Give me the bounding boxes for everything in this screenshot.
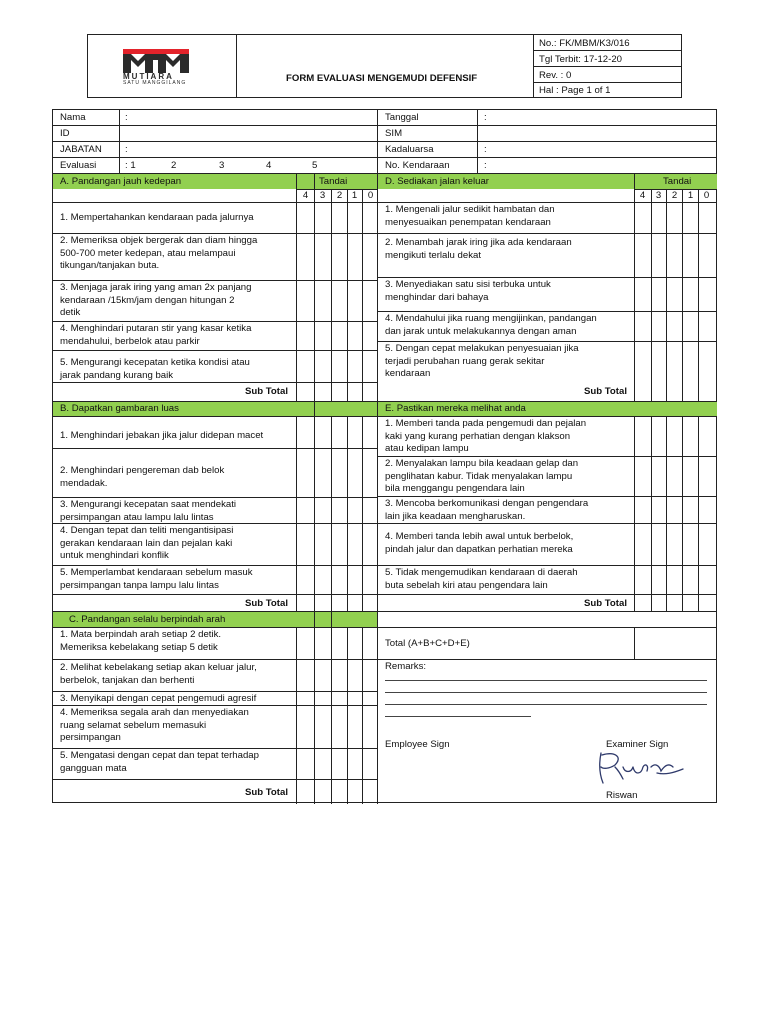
revision: Rev. : 0 — [539, 70, 572, 81]
item-c3: 3. Menyikapi dengan cepat pengemudi agresif — [60, 693, 257, 704]
item-c2: 2. Melihat kebelakang setiap akan keluar jalur, berbelok, tanjakan dan berhenti — [60, 662, 257, 686]
score-head-3: 3 — [319, 190, 326, 201]
item-b2: 2. Menghindari pengereman dab belok mendadak. — [60, 465, 225, 489]
item-e2: 2. Menyalakan lampu bila keadaan gelap dan penglihatan kabur. Tidak menyalakan lampu bila menggangu pengendara lain — [385, 458, 579, 494]
score-head-2: 2 — [336, 190, 343, 201]
employee-sign-label: Employee Sign — [385, 739, 450, 750]
right-column — [378, 173, 717, 804]
item-a3: 3. Menjaga jarak iring yang aman 2x panjang kendaraan /15km/jam dengan hitungan 2 detik — [60, 282, 252, 318]
item-a4: 4. Menghindari putaran stir yang kasar ketika mendahului, berbelok atau parkir — [60, 323, 252, 347]
total-label: Total (A+B+C+D+E) — [385, 638, 470, 649]
remarks-label: Remarks: — [385, 661, 427, 672]
form-title: FORM EVALUASI MENGEMUDI DEFENSIF — [286, 73, 478, 84]
score-head-1: 1 — [351, 190, 358, 201]
score-head-d1: 1 — [687, 190, 694, 201]
label-nama: Nama — [60, 112, 86, 123]
section-d-tandai: Tandai — [663, 176, 692, 187]
evaluasi-scale-3[interactable]: 3 — [219, 160, 225, 171]
label-kadaluarsa: Kadaluarsa — [385, 144, 434, 155]
score-head-0: 0 — [367, 190, 374, 201]
field-evaluasi[interactable]: : 1 — [125, 160, 136, 171]
label-sim: SIM — [385, 128, 403, 139]
subtotal-a: Sub Total — [245, 386, 288, 397]
field-jabatan[interactable]: : — [125, 144, 128, 155]
item-c1: 1. Mata berpindah arah setiap 2 detik. Memeriksa kebelakang setiap 5 detik — [60, 629, 222, 653]
item-d2: 2. Menambah jarak iring jika ada kendaraan mengikuti terlalu dekat — [385, 237, 572, 261]
section-c-title: C. Pandangan selalu berpindah arah — [69, 614, 226, 625]
item-c4: 4. Memeriksa segala arah dan menyediakan ruang selamat sebelum memasuki persimpangan — [60, 707, 249, 743]
section-e-title: E. Pastikan mereka melihat anda — [385, 403, 526, 414]
item-b5: 5. Memperlambat kendaraan sebelum masuk persimpangan tanpa lampu lalu lintas — [60, 567, 253, 591]
company-logo — [118, 45, 198, 85]
item-e3: 3. Mencoba berkomunikasi dengan pengendara lain jika keadaan mengharuskan. — [385, 498, 589, 522]
score-head-4: 4 — [302, 190, 309, 201]
document-header — [87, 34, 682, 98]
remarks-lines[interactable] — [385, 673, 709, 733]
field-tanggal[interactable]: : — [484, 112, 487, 123]
evaluation-form — [52, 109, 717, 803]
examiner-name: Riswan — [606, 790, 638, 801]
logo-subtext: SATU MANGGILANG — [123, 80, 187, 86]
item-a2: 2. Memeriksa objek bergerak dan diam hingga 500-700 meter kedepan, atau melampaui tikungan/tanjakan buta. — [60, 235, 258, 271]
section-d-title: D. Sediakan jalan keluar — [385, 176, 489, 187]
item-d4: 4. Mendahului jika ruang mengijinkan, pandangan dan jarak untuk melakukannya dengan aman — [385, 313, 597, 337]
item-a1: 1. Mempertahankan kendaraan pada jalurnya — [60, 212, 254, 223]
item-e5: 5. Tidak mengemudikan kendaraan di daerah buta sebelah kiri atau pengendara lain — [385, 567, 578, 591]
item-e4: 4. Memberi tanda lebih awal untuk berbelok, pindah jalur dan dapatkan perhatian mereka — [385, 531, 574, 555]
doc-number: No.: FK/MBM/K3/016 — [539, 38, 630, 49]
examiner-signature — [593, 749, 693, 789]
evaluasi-scale-5[interactable]: 5 — [312, 160, 318, 171]
score-head-d3: 3 — [655, 190, 662, 201]
label-evaluasi: Evaluasi — [60, 160, 97, 171]
evaluasi-scale-2[interactable]: 2 — [171, 160, 177, 171]
score-head-d2: 2 — [671, 190, 678, 201]
score-head-d0: 0 — [703, 190, 710, 201]
section-a-title: A. Pandangan jauh kedepan — [60, 176, 182, 187]
item-d5: 5. Dengan cepat melakukan penyesuaian jika terjadi perubahan ruang gerak sekitar kendaraan — [385, 343, 579, 379]
item-d3: 3. Menyediakan satu sisi terbuka untuk menghindar dari bahaya — [385, 279, 551, 303]
item-c5: 5. Mengatasi dengan cepat dan tepat terhadap gangguan mata — [60, 750, 259, 774]
label-id: ID — [60, 128, 70, 139]
evaluasi-scale-4[interactable]: 4 — [266, 160, 272, 171]
left-column — [53, 173, 378, 804]
item-e1: 1. Memberi tanda pada pengemudi dan pejalan kaki yang kurang perhatian dengan klakson atau kedipan lampu — [385, 418, 587, 454]
item-b4: 4. Dengan tepat dan teliti mengantisipasi gerakan kendaraan lain dan pejalan kaki untuk menghindari konflik — [60, 525, 234, 561]
section-b-title: B. Dapatkan gambaran luas — [60, 403, 179, 414]
subtotal-b: Sub Total — [245, 598, 288, 609]
issue-date: Tgl Terbit: 17-12-20 — [539, 54, 623, 65]
label-jabatan: JABATAN — [60, 144, 102, 155]
field-no-kendaraan[interactable]: : — [484, 160, 487, 171]
label-no-kendaraan: No. Kendaraan — [385, 160, 450, 171]
score-head-d4: 4 — [639, 190, 646, 201]
subtotal-d: Sub Total — [584, 386, 627, 397]
subtotal-c: Sub Total — [245, 787, 288, 798]
subtotal-e: Sub Total — [584, 598, 627, 609]
item-a5: 5. Mengurangi kecepatan ketika kondisi atau jarak pandang kurang baik — [60, 357, 250, 381]
item-d1: 1. Mengenali jalur sedikit hambatan dan menyesuaikan penempatan kendaraan — [385, 204, 555, 228]
page-number: Hal : Page 1 of 1 — [539, 85, 611, 96]
label-tanggal: Tanggal — [385, 112, 419, 123]
examiner-sign-label: Examiner Sign — [606, 739, 669, 750]
item-b3: 3. Mengurangi kecepatan saat mendekati persimpangan atau lampu lalu lintas — [60, 499, 236, 523]
field-nama[interactable]: : — [125, 112, 128, 123]
logo-text: MUTIARA — [123, 72, 174, 81]
field-kadaluarsa[interactable]: : — [484, 144, 487, 155]
section-a-tandai: Tandai — [319, 176, 348, 187]
item-b1: 1. Menghindari jebakan jika jalur didepan macet — [60, 430, 264, 441]
